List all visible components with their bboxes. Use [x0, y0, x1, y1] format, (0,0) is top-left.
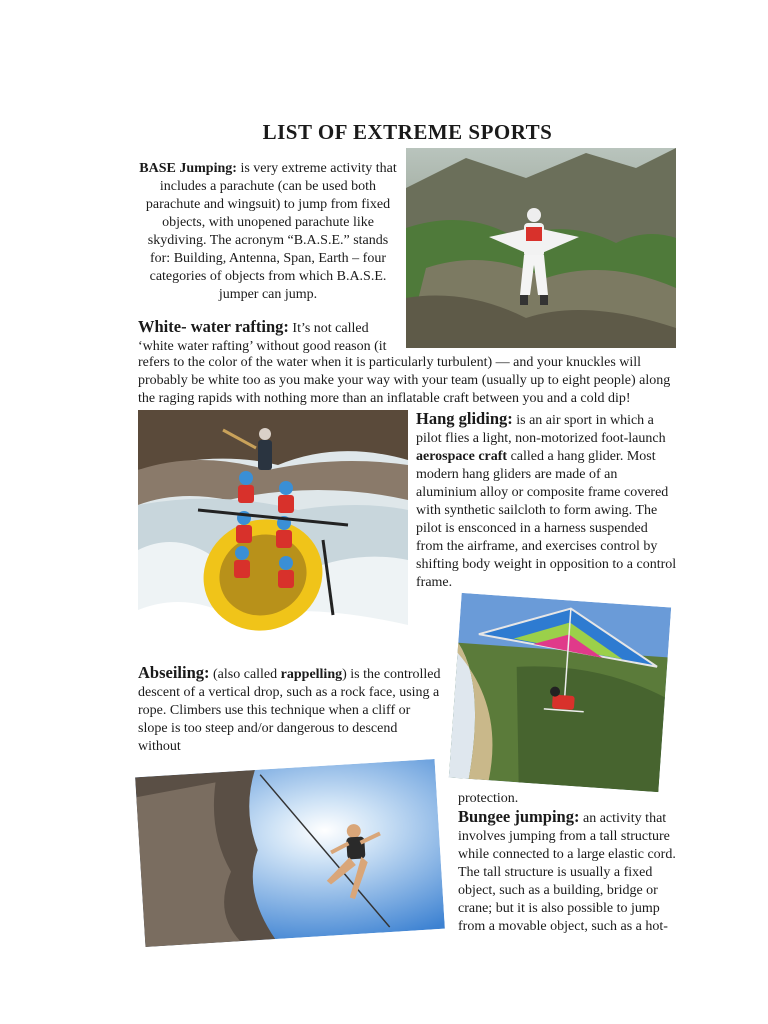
hang-gliding-strong: aerospace craft	[416, 449, 508, 464]
abseiling-text1: (also called	[209, 667, 281, 682]
rafting-line1: It’s not called	[288, 321, 369, 336]
bungee-jumping-text: an activity that involves jumping from a tall structure while connected to a large elastic cord. The tall structure is usually a fixed object, such as a building, bridge or crane; but it is also possible to jump from a movable object, such as a hot-	[458, 811, 676, 934]
page-title: LIST OF EXTREME SPORTS	[262, 120, 553, 144]
abseiling-heading: Abseiling:	[138, 663, 210, 682]
hang-gliding-heading: Hang gliding:	[416, 409, 513, 428]
rafting-photo	[138, 410, 408, 646]
rafting-intro	[138, 318, 406, 356]
abseiling-strong: rappelling	[280, 667, 343, 682]
rafting-heading: White- water rafting:	[138, 317, 289, 336]
hang-gliding-paragraph	[416, 410, 678, 592]
base-jumping-text: is very extreme activity that includes a parachute (can be used both parachute and wingsuit) to jump from fixed objects, with unopened parachute like skydiving. The acronym “B.A.S.E.” stands for: Building, Antenna, Span, Earth – four categories of objects from which B.A.S.E. jumper can jump.	[145, 161, 397, 302]
rafting-paragraph: refers to the color of the water when it is particularly turbulent) — and your knuckles will probably be white too as you make your way with your team (usually up to eight people) along the raging rapids with nothing more than an inflatable craft between you and a cold dip!	[138, 355, 671, 406]
bungee-jumping-paragraph	[458, 808, 688, 936]
base-jumping-heading: BASE Jumping:	[139, 161, 237, 176]
base-jump-photo	[406, 148, 676, 348]
rafting-line2: ‘white water rafting’ without good reason (it	[138, 339, 387, 354]
base-jumping-paragraph	[138, 160, 398, 304]
abseiling-photo	[135, 759, 445, 947]
hang-gliding-photo	[449, 593, 671, 792]
bungee-jumping-heading: Bungee jumping:	[458, 807, 580, 826]
hang-gliding-text2: called a hang glider. Most modern hang gliders are made of an aluminium alloy or composite frame covered with synthetic sailcloth to form awing. The pilot is ensconced in a harness suspended from the airframe, and exercises control by shifting body weight in opposition to a control frame.	[416, 449, 677, 590]
abseiling-continuation: protection.	[458, 791, 519, 806]
hang-gliding-text1: is an air sport in which a pilot flies a light, non-motorized foot-launch	[416, 413, 666, 446]
abseiling-text2: ) is the controlled descent of a vertical drop, such as a rock face, using a rope. Climbers use this technique when a cliff or slope is too steep and/or dangerous to descend without	[138, 667, 441, 754]
abseiling-paragraph	[138, 664, 443, 756]
